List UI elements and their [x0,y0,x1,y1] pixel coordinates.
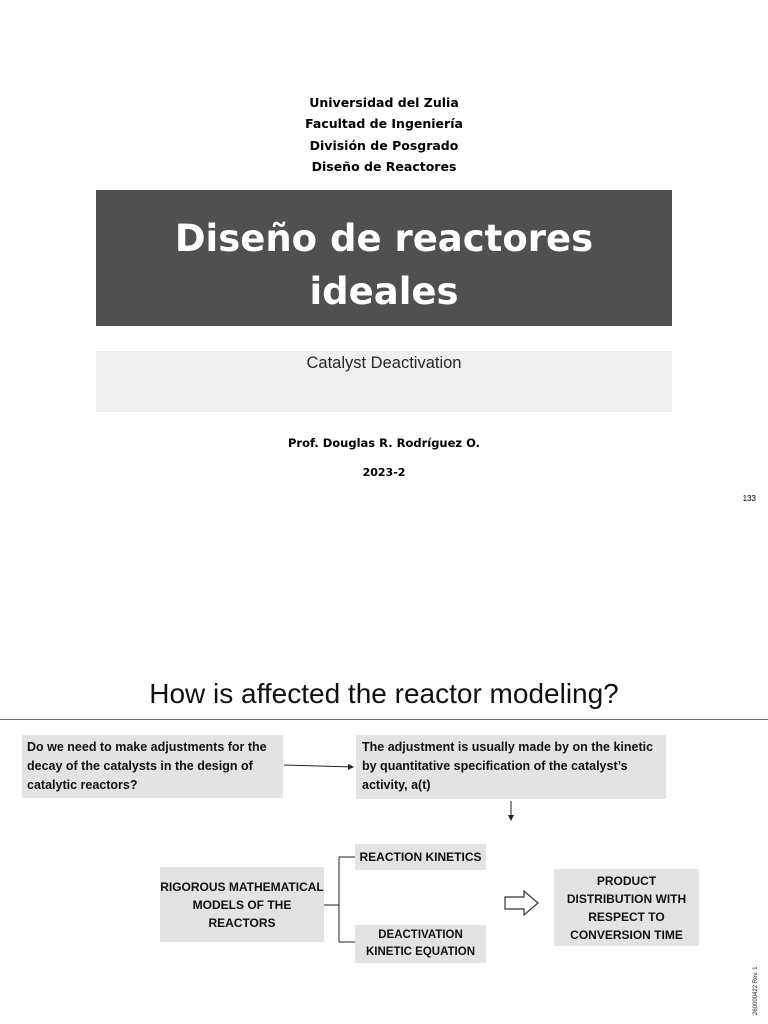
slide-title-line1: Diseño de reactores [174,217,594,260]
academic-period: 2023-2 [362,466,406,479]
deactivation-equation-label: DEACTIVATION KINETIC EQUATION [365,929,476,958]
institution-university: Universidad del Zulia [309,95,459,110]
answer-box: The adjustment is usually made by on the kinetic by quantitative specification of the catalyst’s activity, a(t) [356,735,666,799]
document-code: 260000422 Rev. 1 [753,966,759,1015]
page-number: 133 [742,494,756,503]
bracket-connector [324,857,355,942]
rigorous-models-label: RIGOROUS MATHEMATICAL MODELS OF THE REACTORS [160,879,324,930]
question-to-answer-arrow [284,765,353,767]
product-distribution-label: PRODUCT DISTRIBUTION WITH RESPECT TO CONVERSION TIME [566,873,687,942]
slide-title-line2: ideales [309,270,459,313]
question-box: Do we need to make adjustments for the decay of the catalysts in the design of catalytic reactors? [22,735,283,798]
slide2-title: How is affected the reactor modeling? [149,678,619,709]
institution-division: División de Posgrado [309,137,459,153]
block-arrow-icon [505,891,538,915]
author-name: Prof. Douglas R. Rodríguez O. [287,436,480,450]
institution-faculty: Facultad de Ingeniería [305,116,463,132]
slide-subtitle: Catalyst Deactivation [306,354,462,372]
institution-course: Diseño de Reactores [311,158,457,174]
reaction-kinetics-label: REACTION KINETICS [359,850,482,864]
